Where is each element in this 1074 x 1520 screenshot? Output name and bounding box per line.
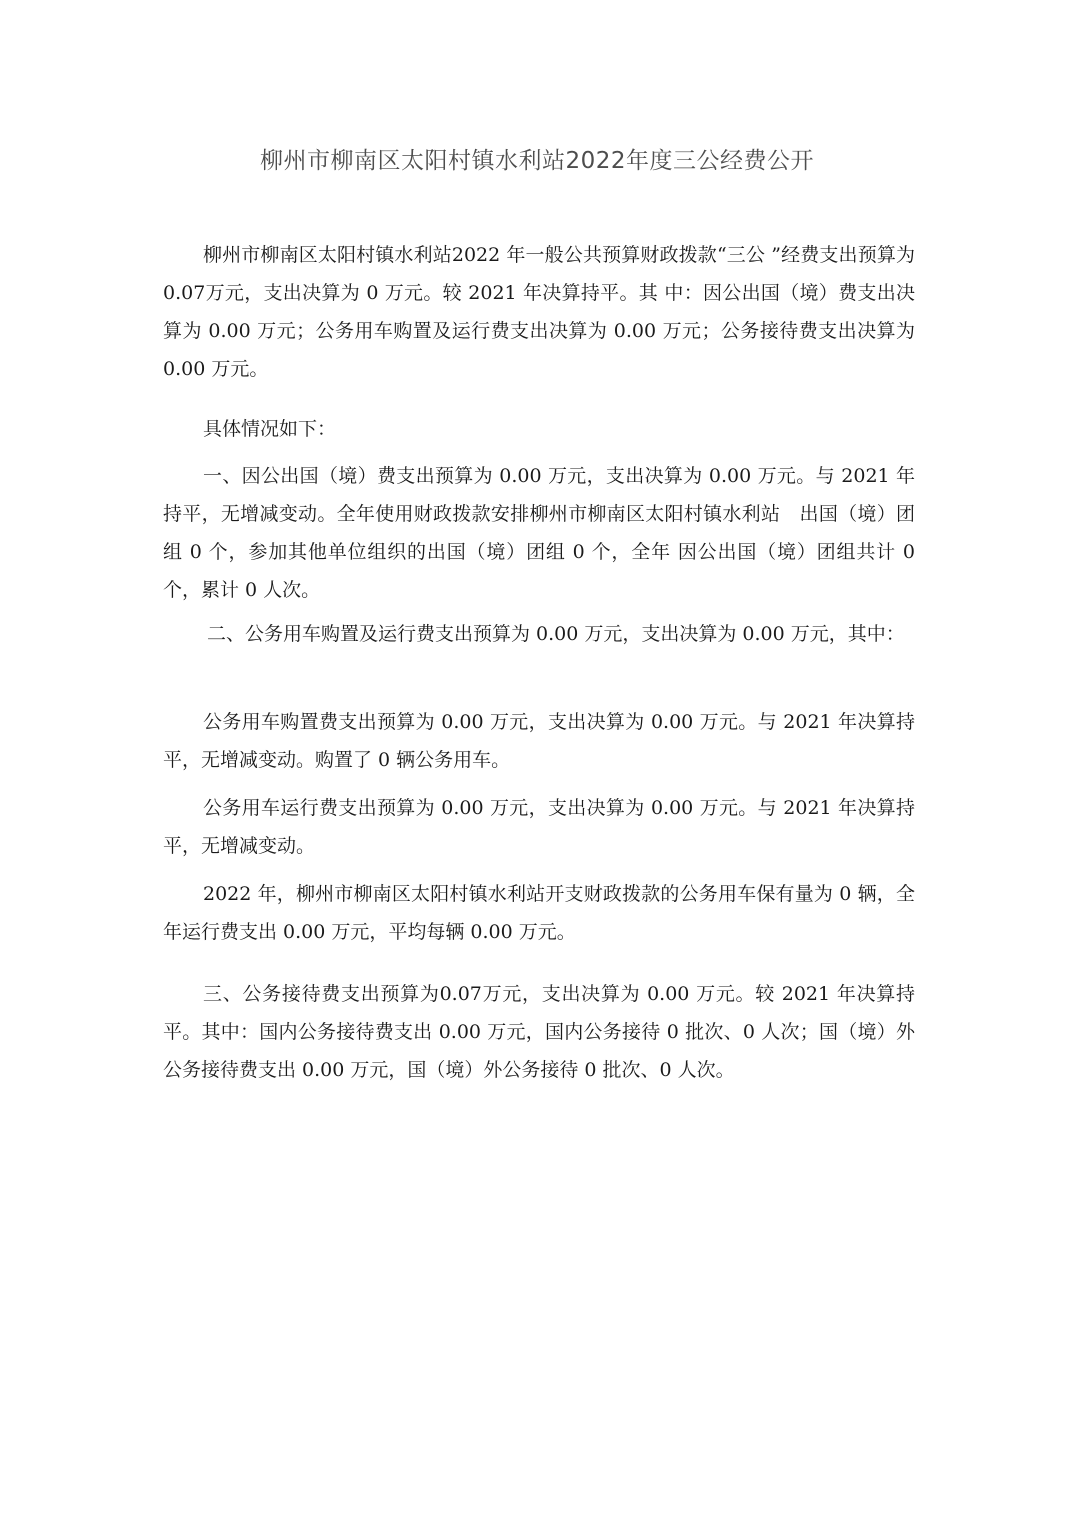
section-two-paragraph: 二、公务用车购置及运行费支出预算为 0.00 万元，支出决算为 0.00 万元，其中：: [207, 623, 905, 645]
vehicle-purchase-paragraph: 公务用车购置费支出预算为 0.00 万元，支出决算为 0.00 万元。与 2021 年决算持平，无增减变动。购置了 0 辆公务用车。: [163, 711, 915, 771]
summary-paragraph: 柳州市柳南区太阳村镇水利站2022 年一般公共预算财政拨款“三公 ”经费支出预算为 0.07万元，支出决算为 0 万元。较 2021 年决算持平。其 中：因公出国（境）费支出决算为 0.00 万元；公务用车购置及运行费支出决算为 0.00 万元；公务接待费支出决算为 0.00 万元。: [163, 244, 915, 380]
vehicle-operation-paragraph: 公务用车运行费支出预算为 0.00 万元，支出决算为 0.00 万元。与 2021 年决算持平，无增减变动。: [163, 797, 915, 857]
vehicle-holdings-paragraph: 2022 年，柳州市柳南区太阳村镇水利站开支财政拨款的公务用车保有量为 0 辆，全年运行费支出 0.00 万元，平均每辆 0.00 万元。: [163, 883, 915, 943]
section-one-paragraph: 一、因公出国（境）费支出预算为 0.00 万元，支出决算为 0.00 万元。与 2021 年持平，无增减变动。全年使用财政拨款安排柳州市柳南区太阳村镇水利站 出国（境）团组 0 个，参加其他单位组织的出国（境）团组 0 个，全年 因公出国（境）团组共计 0 个，累计 0 人次。: [163, 465, 915, 601]
intro-line: 具体情况如下：: [203, 418, 337, 440]
document-title: 柳州市柳南区太阳村镇水利站2022年度三公经费公开: [259, 148, 815, 174]
section-three-paragraph: 三、公务接待费支出预算为0.07万元，支出决算为 0.00 万元。较 2021 年决算持平。其中：国内公务接待费支出 0.00 万元，国内公务接待 0 批次、0 人次；国（境）外公务接待费支出 0.00 万元，国（境）外公务接待 0 批次、0 人次。: [163, 983, 915, 1081]
